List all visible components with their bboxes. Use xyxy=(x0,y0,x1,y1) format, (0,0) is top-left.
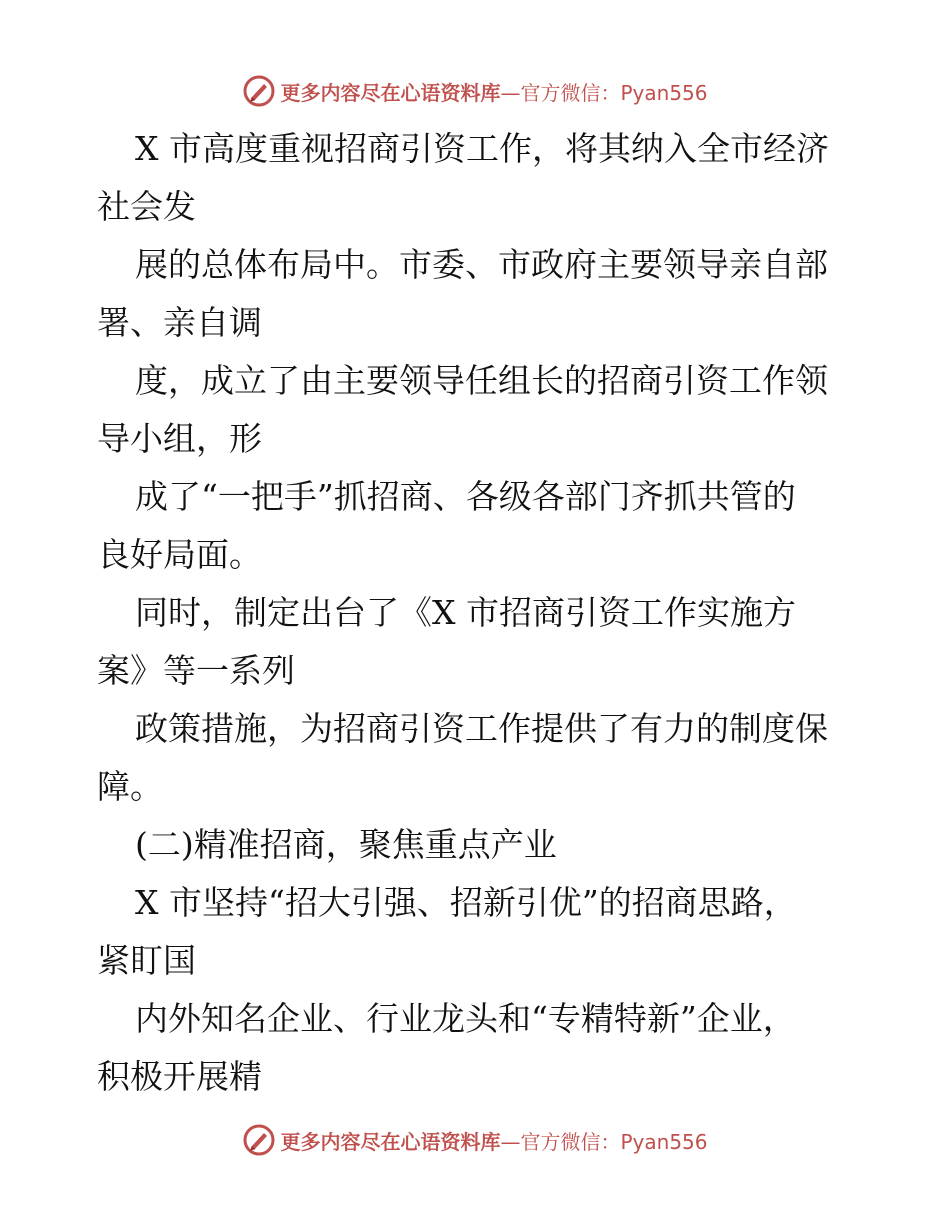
paragraph-line: 度，成立了由主要领导任组长的招商引资工作领 xyxy=(135,361,828,400)
paragraph-line: X 市坚持“招大引强、招新引优”的招商思路， xyxy=(135,883,797,922)
paragraph-line: 障。 xyxy=(97,767,163,806)
document-body xyxy=(97,120,867,1106)
paragraph-6 xyxy=(97,700,867,816)
paragraph-line: 社会发 xyxy=(97,187,196,226)
header-wechat-id: Pyan556 xyxy=(620,80,708,105)
paragraph-1 xyxy=(97,120,867,236)
pen-logo-icon xyxy=(242,1123,276,1157)
paragraph-7 xyxy=(97,874,867,990)
paragraph-3 xyxy=(97,352,867,468)
footer-watermark xyxy=(0,1120,950,1160)
paragraph-line: X 市高度重视招商引资工作，将其纳入全市经济 xyxy=(135,129,829,168)
header-separator: — xyxy=(500,80,521,105)
paragraph-line: 成了“一把手”抓招商、各级各部门齐抓共管的 xyxy=(135,477,796,516)
paragraph-line: 展的总体布局中。市委、市政府主要领导亲自部 xyxy=(135,245,828,284)
paragraph-line: 积极开展精 xyxy=(97,1057,262,1096)
footer-brand: 更多内容尽在心语资料库 xyxy=(280,1129,501,1154)
paragraph-line: 同时，制定出台了《X 市招商引资工作实施方 xyxy=(135,593,796,632)
footer-wechat-id: Pyan556 xyxy=(620,1129,708,1154)
paragraph-line: 署、亲自调 xyxy=(97,303,262,342)
paragraph-5 xyxy=(97,584,867,700)
pen-logo-icon xyxy=(242,74,276,108)
header-text xyxy=(280,77,707,106)
paragraph-2 xyxy=(97,236,867,352)
heading-line: (二)精准招商，聚焦重点产业 xyxy=(135,825,557,864)
paragraph-line: 良好局面。 xyxy=(97,535,262,574)
footer-text xyxy=(280,1126,707,1155)
footer-wechat-label: 官方微信： xyxy=(520,1129,621,1154)
paragraph-line: 政策措施，为招商引资工作提供了有力的制度保 xyxy=(135,709,828,748)
paragraph-line: 紧盯国 xyxy=(97,941,196,980)
paragraph-8 xyxy=(97,990,867,1106)
paragraph-line: 内外知名企业、行业龙头和“专精特新”企业， xyxy=(135,999,796,1038)
paragraph-4 xyxy=(97,468,867,584)
header-brand: 更多内容尽在心语资料库 xyxy=(280,80,501,105)
paragraph-line: 导小组，形 xyxy=(97,419,262,458)
paragraph-line: 案》等一系列 xyxy=(97,651,295,690)
header-wechat-label: 官方微信： xyxy=(520,80,621,105)
header-watermark xyxy=(0,71,950,111)
section-heading xyxy=(97,816,867,874)
footer-separator: — xyxy=(500,1129,521,1154)
